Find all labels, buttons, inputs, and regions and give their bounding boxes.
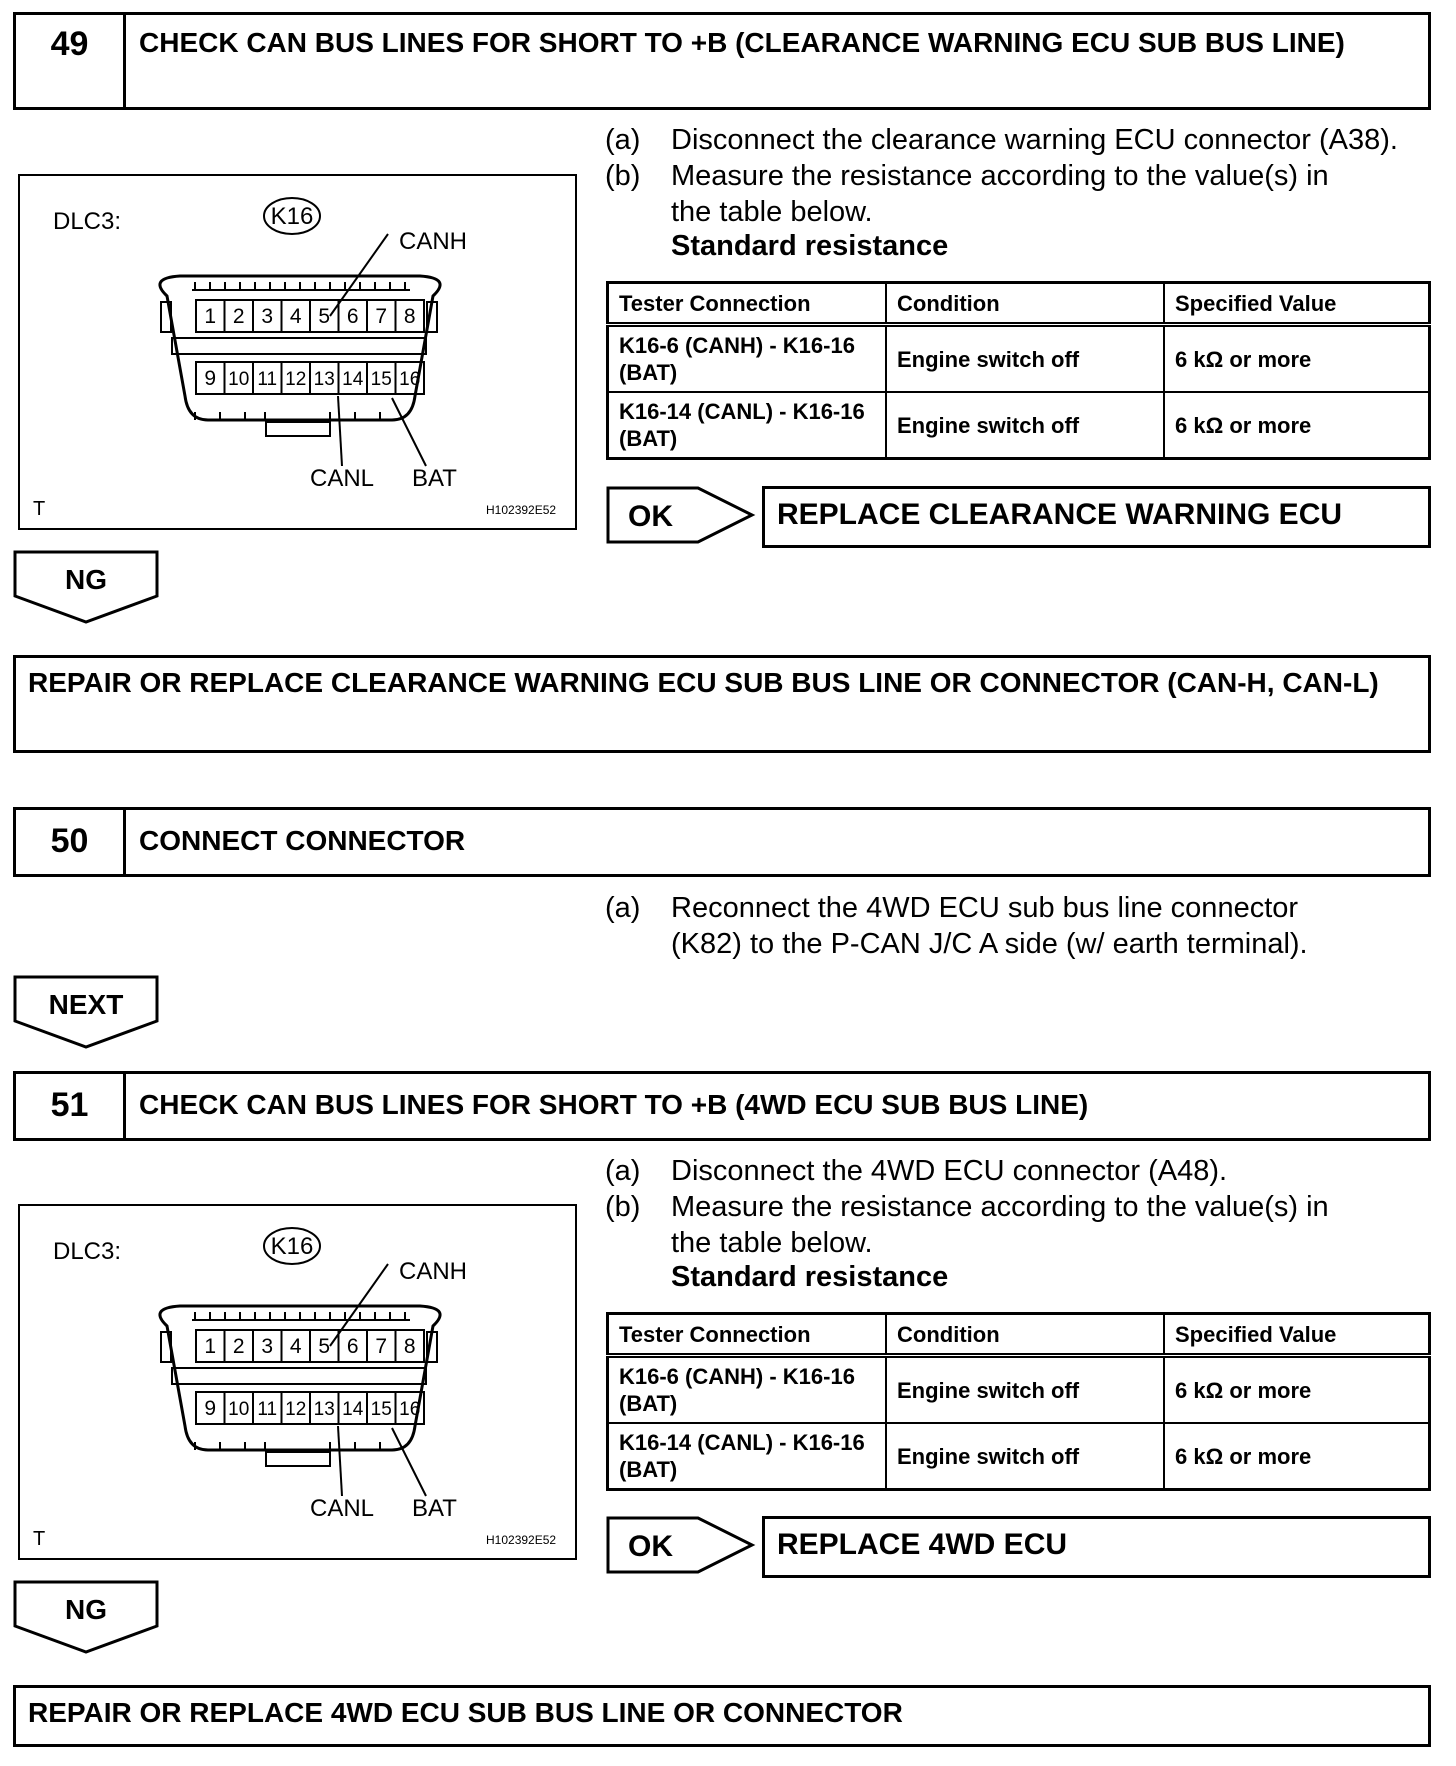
pin-number: 12 — [285, 369, 307, 390]
canh-label: CANH — [399, 1258, 468, 1285]
standard-resistance-label: Standard resistance — [671, 230, 949, 262]
ng-result-box: REPAIR OR REPLACE 4WD ECU SUB BUS LINE OR CONNECTOR — [13, 1685, 1431, 1747]
pin-number: 9 — [204, 367, 217, 390]
instruction-text: Disconnect the clearance warning ECU connector (A38). — [671, 124, 1398, 156]
pin-number: 7 — [375, 305, 388, 328]
pin-number: 4 — [289, 305, 302, 328]
pin-number: 10 — [228, 369, 250, 390]
pin-number: 13 — [313, 1399, 335, 1420]
table-row — [608, 1356, 1430, 1424]
step-title: CONNECT CONNECTOR — [139, 825, 466, 856]
pin-number: 3 — [261, 1335, 274, 1358]
table-row — [608, 392, 1430, 459]
pin-number: 1 — [204, 1335, 217, 1358]
pin-number: 6 — [346, 1335, 359, 1358]
pin-number: 10 — [228, 1399, 250, 1420]
pin-number: 5 — [318, 1335, 331, 1358]
ok-label: OK — [628, 1530, 673, 1563]
step-49-header — [13, 12, 1431, 110]
ng-arrow — [13, 1580, 161, 1655]
table-header: Specified Value — [1164, 1314, 1430, 1356]
pin-number: 6 — [346, 305, 359, 328]
table-cell: K16-6 (CANH) - K16-16 (BAT) — [608, 325, 887, 393]
pin-number: 4 — [289, 1335, 302, 1358]
instruction-label: (a) — [605, 1155, 641, 1187]
pin-number: 5 — [318, 305, 331, 328]
connector-id-label: K16 — [270, 1233, 314, 1260]
pin-number: 2 — [232, 1335, 245, 1358]
dlc-label: DLC3: — [53, 208, 122, 235]
connector-figure — [18, 174, 577, 530]
step-title: CHECK CAN BUS LINES FOR SHORT TO +B (CLEARANCE WARNING ECU SUB BUS LINE) — [139, 27, 1345, 58]
pin-number: 16 — [399, 369, 421, 390]
instruction-label: (b) — [605, 1191, 641, 1223]
ok-result-box: REPLACE 4WD ECU — [762, 1516, 1431, 1578]
figure-id: H102392E52 — [486, 503, 557, 517]
pin-number: 11 — [257, 1399, 278, 1420]
pin-number: 7 — [375, 1335, 388, 1358]
table-cell: Engine switch off — [886, 325, 1164, 393]
corner-mark: T — [33, 1528, 46, 1550]
ng-result-box: REPAIR OR REPLACE CLEARANCE WARNING ECU SUB BUS LINE OR CONNECTOR (CAN-H, CAN-L) — [13, 655, 1431, 753]
pin-number: 14 — [342, 1399, 364, 1420]
step-51-instructions — [605, 1153, 1435, 1273]
table-cell: 6 kΩ or more — [1164, 392, 1430, 459]
pin-row-bottom — [196, 1392, 424, 1424]
table-cell: 6 kΩ or more — [1164, 1356, 1430, 1424]
connector-id-label: K16 — [270, 203, 314, 230]
instruction-text: Disconnect the 4WD ECU connector (A48). — [671, 1155, 1228, 1187]
canl-label: CANL — [310, 465, 375, 492]
instruction-text: Measure the resistance according to the value(s) in the table below. — [671, 160, 1329, 228]
instruction-label: (b) — [605, 160, 641, 192]
connector-figure — [18, 1204, 577, 1560]
table-row — [608, 325, 1430, 393]
pin-number: 13 — [313, 369, 335, 390]
standard-resistance-label: Standard resistance — [671, 1261, 949, 1293]
next-label: NEXT — [48, 989, 124, 1020]
table-header: Tester Connection — [608, 1314, 887, 1356]
spec-table — [606, 281, 1431, 460]
pin-number: 14 — [342, 369, 364, 390]
bat-label: BAT — [412, 465, 457, 492]
pin-number: 1 — [204, 305, 217, 328]
corner-mark: T — [33, 498, 46, 520]
dlc3-connector-diagram — [20, 1206, 579, 1562]
ok-arrow — [606, 1516, 756, 1576]
figure-id: H102392E52 — [486, 1533, 557, 1547]
table-header: Condition — [886, 1314, 1164, 1356]
step-number: 49 — [16, 15, 126, 107]
instruction-label: (a) — [605, 892, 641, 924]
table-header: Tester Connection — [608, 283, 887, 325]
step-title: CHECK CAN BUS LINES FOR SHORT TO +B (4WD ECU SUB BUS LINE) — [139, 1089, 1089, 1120]
pin-number: 11 — [257, 369, 278, 390]
pin-row-top — [196, 300, 424, 332]
pin-number: 16 — [399, 1399, 421, 1420]
ng-arrow — [13, 550, 161, 625]
ng-label: NG — [65, 564, 107, 595]
instruction-label: (a) — [605, 124, 641, 156]
ok-label: OK — [628, 500, 673, 533]
pin-row-bottom — [196, 362, 424, 394]
pin-number: 2 — [232, 305, 245, 328]
table-cell: K16-14 (CANL) - K16-16 (BAT) — [608, 1423, 887, 1490]
bat-label: BAT — [412, 1495, 457, 1522]
spec-table — [606, 1312, 1431, 1491]
pin-number: 3 — [261, 305, 274, 328]
ng-label: NG — [65, 1594, 107, 1625]
table-cell: Engine switch off — [886, 392, 1164, 459]
next-arrow — [13, 975, 161, 1050]
step-number: 50 — [16, 810, 126, 874]
pin-number: 9 — [204, 1397, 217, 1420]
table-cell: Engine switch off — [886, 1423, 1164, 1490]
pin-number: 12 — [285, 1399, 307, 1420]
instruction-text: Measure the resistance according to the value(s) in the table below. — [671, 1191, 1329, 1259]
canl-label: CANL — [310, 1495, 375, 1522]
pin-number: 15 — [370, 1399, 392, 1420]
table-cell: K16-6 (CANH) - K16-16 (BAT) — [608, 1356, 887, 1424]
table-header: Condition — [886, 283, 1164, 325]
table-cell: 6 kΩ or more — [1164, 325, 1430, 393]
table-cell: Engine switch off — [886, 1356, 1164, 1424]
pin-number: 8 — [403, 1335, 416, 1358]
table-header: Specified Value — [1164, 283, 1430, 325]
dlc3-connector-diagram — [20, 176, 579, 532]
canh-label: CANH — [399, 228, 468, 255]
pin-row-top — [196, 1330, 424, 1362]
step-51-header — [13, 1071, 1431, 1141]
table-cell: K16-14 (CANL) - K16-16 (BAT) — [608, 392, 887, 459]
ok-result-box: REPLACE CLEARANCE WARNING ECU — [762, 486, 1431, 548]
step-50-instructions — [605, 890, 1435, 970]
dlc-label: DLC3: — [53, 1238, 122, 1265]
pin-number: 8 — [403, 305, 416, 328]
table-cell: 6 kΩ or more — [1164, 1423, 1430, 1490]
ok-arrow — [606, 486, 756, 546]
step-number: 51 — [16, 1074, 126, 1138]
table-row — [608, 1423, 1430, 1490]
instruction-text: Reconnect the 4WD ECU sub bus line connector (K82) to the P-CAN J/C A side (w/ earth terminal). — [671, 892, 1308, 960]
step-49-instructions — [605, 122, 1435, 242]
pin-number: 15 — [370, 369, 392, 390]
step-50-header — [13, 807, 1431, 877]
